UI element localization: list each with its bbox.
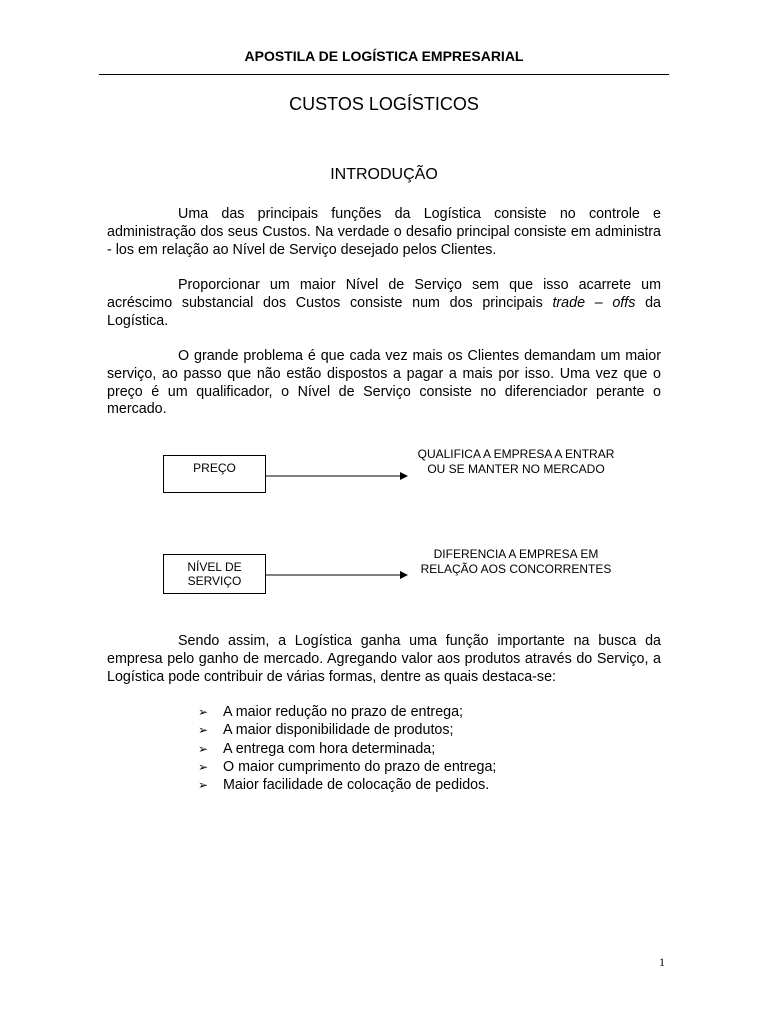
diagram-box-service-level: NÍVEL DE SERVIÇO	[163, 554, 266, 594]
arrowhead-bullet-icon: ➢	[198, 705, 209, 719]
section-heading: INTRODUÇÃO	[330, 166, 438, 183]
list-item-text: A maior disponibilidade de produtos;	[223, 722, 454, 739]
list-item	[198, 721, 496, 739]
diagram-desc-price: QUALIFICA A EMPRESA A ENTRAR OU SE MANTER NO MERCADO	[417, 447, 615, 476]
paragraph-intro	[107, 206, 661, 259]
list-item-text: O maior cumprimento do prazo de entrega;	[223, 758, 497, 775]
benefits-list	[198, 703, 496, 794]
header-divider	[99, 74, 669, 75]
paragraph-problem	[107, 348, 661, 419]
list-item	[198, 740, 496, 758]
arrowhead-bullet-icon: ➢	[198, 778, 209, 793]
list-item-text: A maior redução no prazo de entrega;	[223, 704, 464, 720]
arrow-right-icon	[266, 470, 411, 482]
paragraph-service-level	[107, 277, 661, 330]
paragraph-conclusion	[107, 633, 661, 686]
list-item-text: A entrega com hora determinada;	[223, 740, 436, 757]
list-item	[198, 776, 496, 794]
arrowhead-bullet-icon: ➢	[198, 759, 209, 774]
page-number: 1	[659, 955, 665, 969]
page-header-title: APOSTILA DE LOGÍSTICA EMPRESARIAL	[244, 48, 524, 64]
list-item	[198, 758, 496, 776]
diagram-box-price: PREÇO	[163, 455, 266, 493]
list-item-text: Maior facilidade de colocação de pedidos.	[223, 777, 490, 794]
paragraph-problem-text: O grande problema é que cada vez mais os Clientes demandam um maior serviço, ao passo que não estão dispostos a pagar a mais por isso. Uma vez que o preço é um qualificador, o Nível de Serviço consiste no diferenciador perante o mercado.	[107, 348, 661, 418]
diagram-desc-service-level: DIFERENCIA A EMPRESA EM RELAÇÃO AOS CONCORRENTES	[420, 547, 612, 576]
arrow-right-icon	[266, 569, 411, 581]
arrowhead-bullet-icon: ➢	[198, 741, 209, 756]
trade-offs-term: trade – offs	[552, 294, 636, 311]
arrowhead-bullet-icon: ➢	[198, 723, 209, 738]
paragraph-service-level-end: da Logística.	[107, 294, 661, 329]
list-item	[198, 703, 496, 721]
paragraph-intro-text: Uma das principais funções da Logística consiste no controle e administração dos seus Custos. Na verdade o desafio principal consiste em administra - los em relação ao Nível de Serviço desejado pelos Clientes.	[107, 206, 661, 258]
document-title: CUSTOS LOGÍSTICOS	[289, 94, 479, 114]
paragraph-service-level-text: Proporcionar um maior Nível de Serviço sem que isso acarrete um acréscimo substancial dos Custos consiste num dos principais	[107, 277, 661, 311]
paragraph-conclusion-text: Sendo assim, a Logística ganha uma função importante na busca da empresa pelo ganho de mercado. Agregando valor aos produtos através do Serviço, a Logística pode contribuir de várias formas, dentre as quais destaca-se:	[107, 633, 661, 685]
